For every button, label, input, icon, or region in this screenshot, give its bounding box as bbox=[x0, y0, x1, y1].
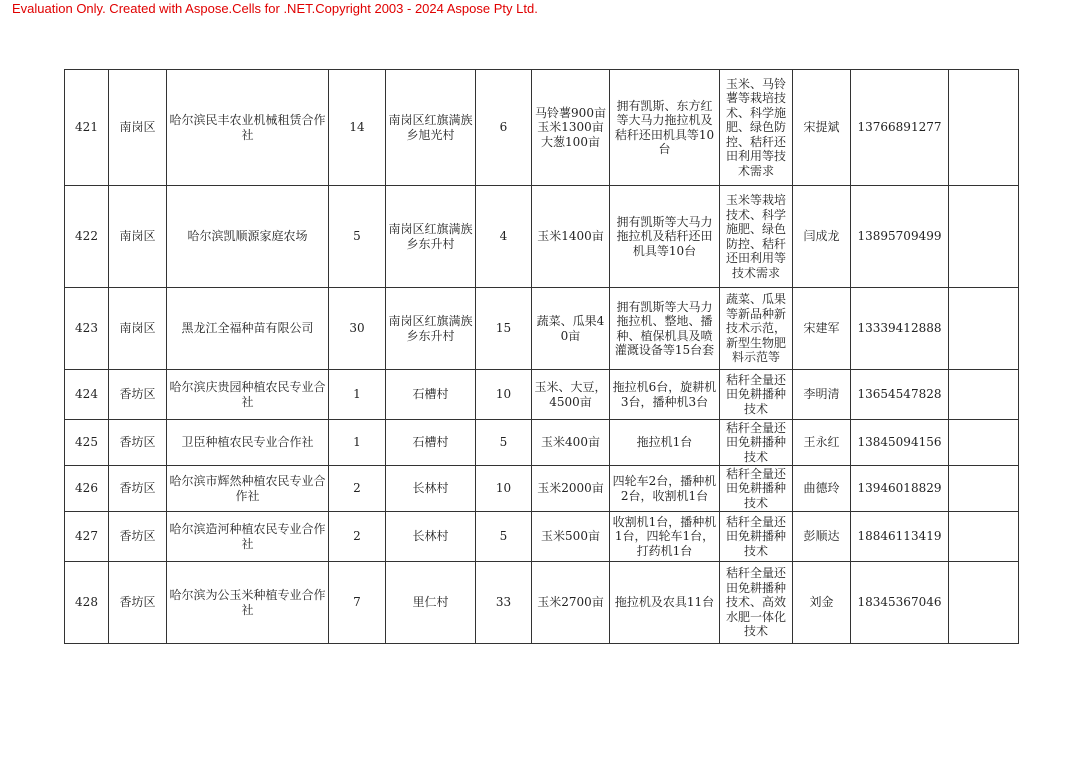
cooperative-table bbox=[64, 69, 1019, 644]
location-cell: 南岗区红旗满族乡东升村 bbox=[386, 186, 476, 288]
crop-area-cell: 玉米400亩 bbox=[532, 420, 610, 466]
remark-cell bbox=[949, 186, 1019, 288]
district-cell: 南岗区 bbox=[109, 288, 167, 370]
evaluation-watermark: Evaluation Only. Created with Aspose.Cells for .NET.Copyright 2003 - 2024 Aspose Pty Ltd. bbox=[12, 1, 538, 16]
remark-cell bbox=[949, 420, 1019, 466]
organization-cell: 卫臣种植农民专业合作社 bbox=[167, 420, 329, 466]
phone-cell: 13766891277 bbox=[851, 70, 949, 186]
row-number: 426 bbox=[65, 466, 109, 512]
machinery-cell: 拖拉机6台，旋耕机3台，播种机3台 bbox=[610, 370, 720, 420]
technology-need-cell: 蔬菜、瓜果等新品种新技术示范，新型生物肥料示范等 bbox=[720, 288, 793, 370]
quantity-cell: 33 bbox=[476, 562, 532, 644]
row-number: 424 bbox=[65, 370, 109, 420]
quantity-cell: 5 bbox=[476, 420, 532, 466]
quantity-cell: 10 bbox=[476, 370, 532, 420]
table-row bbox=[65, 370, 1019, 420]
member-count-cell: 1 bbox=[329, 370, 386, 420]
machinery-cell: 收割机1台，播种机1台，四轮车1台，打药机1台 bbox=[610, 512, 720, 562]
contact-person-cell: 刘金 bbox=[793, 562, 851, 644]
crop-area-cell: 玉米、大豆，4500亩 bbox=[532, 370, 610, 420]
table-row bbox=[65, 466, 1019, 512]
member-count-cell: 30 bbox=[329, 288, 386, 370]
phone-cell: 13845094156 bbox=[851, 420, 949, 466]
organization-cell: 哈尔滨造河种植农民专业合作社 bbox=[167, 512, 329, 562]
location-cell: 石槽村 bbox=[386, 370, 476, 420]
location-cell: 长林村 bbox=[386, 466, 476, 512]
quantity-cell: 5 bbox=[476, 512, 532, 562]
table-row bbox=[65, 186, 1019, 288]
crop-area-cell: 蔬菜、瓜果40亩 bbox=[532, 288, 610, 370]
district-cell: 香坊区 bbox=[109, 562, 167, 644]
machinery-cell: 拖拉机及农具11台 bbox=[610, 562, 720, 644]
crop-area-cell: 玉米2700亩 bbox=[532, 562, 610, 644]
table-row bbox=[65, 562, 1019, 644]
crop-area-cell: 玉米1400亩 bbox=[532, 186, 610, 288]
member-count-cell: 2 bbox=[329, 512, 386, 562]
technology-need-cell: 秸秆全量还田免耕播种技术 bbox=[720, 420, 793, 466]
remark-cell bbox=[949, 512, 1019, 562]
organization-cell: 哈尔滨民丰农业机械租赁合作社 bbox=[167, 70, 329, 186]
table-row bbox=[65, 420, 1019, 466]
remark-cell bbox=[949, 466, 1019, 512]
phone-cell: 13895709499 bbox=[851, 186, 949, 288]
member-count-cell: 2 bbox=[329, 466, 386, 512]
machinery-cell: 拥有凯斯等大马力拖拉机及秸秆还田机具等10台 bbox=[610, 186, 720, 288]
quantity-cell: 4 bbox=[476, 186, 532, 288]
member-count-cell: 1 bbox=[329, 420, 386, 466]
row-number: 422 bbox=[65, 186, 109, 288]
phone-cell: 18345367046 bbox=[851, 562, 949, 644]
technology-need-cell: 秸秆全量还田免耕播种技术 bbox=[720, 370, 793, 420]
contact-person-cell: 闫成龙 bbox=[793, 186, 851, 288]
crop-area-cell: 玉米2000亩 bbox=[532, 466, 610, 512]
organization-cell: 黑龙江全福种苗有限公司 bbox=[167, 288, 329, 370]
phone-cell: 13339412888 bbox=[851, 288, 949, 370]
row-number: 425 bbox=[65, 420, 109, 466]
district-cell: 香坊区 bbox=[109, 420, 167, 466]
remark-cell bbox=[949, 562, 1019, 644]
organization-cell: 哈尔滨凯顺源家庭农场 bbox=[167, 186, 329, 288]
location-cell: 里仁村 bbox=[386, 562, 476, 644]
remark-cell bbox=[949, 288, 1019, 370]
technology-need-cell: 秸秆全量还田免耕播种技术、高效水肥一体化技术 bbox=[720, 562, 793, 644]
location-cell: 石槽村 bbox=[386, 420, 476, 466]
row-number: 421 bbox=[65, 70, 109, 186]
technology-need-cell: 秸秆全量还田免耕播种技术 bbox=[720, 512, 793, 562]
contact-person-cell: 曲德玲 bbox=[793, 466, 851, 512]
member-count-cell: 5 bbox=[329, 186, 386, 288]
quantity-cell: 6 bbox=[476, 70, 532, 186]
contact-person-cell: 王永红 bbox=[793, 420, 851, 466]
machinery-cell: 拥有凯斯、东方红等大马力拖拉机及秸秆还田机具等10台 bbox=[610, 70, 720, 186]
contact-person-cell: 彭顺达 bbox=[793, 512, 851, 562]
technology-need-cell: 秸秆全量还田免耕播种技术 bbox=[720, 466, 793, 512]
organization-cell: 哈尔滨庆贵园种植农民专业合社 bbox=[167, 370, 329, 420]
location-cell: 南岗区红旗满族乡旭光村 bbox=[386, 70, 476, 186]
machinery-cell: 四轮车2台，播种机2台，收割机1台 bbox=[610, 466, 720, 512]
organization-cell: 哈尔滨市辉然种植农民专业合作社 bbox=[167, 466, 329, 512]
contact-person-cell: 李明清 bbox=[793, 370, 851, 420]
member-count-cell: 7 bbox=[329, 562, 386, 644]
district-cell: 南岗区 bbox=[109, 186, 167, 288]
quantity-cell: 10 bbox=[476, 466, 532, 512]
table-row bbox=[65, 70, 1019, 186]
row-number: 427 bbox=[65, 512, 109, 562]
district-cell: 南岗区 bbox=[109, 70, 167, 186]
crop-area-cell: 马铃薯900亩玉米1300亩大葱100亩 bbox=[532, 70, 610, 186]
crop-area-cell: 玉米500亩 bbox=[532, 512, 610, 562]
phone-cell: 18846113419 bbox=[851, 512, 949, 562]
district-cell: 香坊区 bbox=[109, 466, 167, 512]
member-count-cell: 14 bbox=[329, 70, 386, 186]
machinery-cell: 拥有凯斯等大马力拖拉机、整地、播种、植保机具及喷灌溉设备等15台套 bbox=[610, 288, 720, 370]
phone-cell: 13946018829 bbox=[851, 466, 949, 512]
remark-cell bbox=[949, 370, 1019, 420]
district-cell: 香坊区 bbox=[109, 512, 167, 562]
technology-need-cell: 玉米、马铃薯等栽培技术、科学施肥、绿色防控、秸秆还田利用等技术需求 bbox=[720, 70, 793, 186]
contact-person-cell: 宋提斌 bbox=[793, 70, 851, 186]
row-number: 423 bbox=[65, 288, 109, 370]
quantity-cell: 15 bbox=[476, 288, 532, 370]
district-cell: 香坊区 bbox=[109, 370, 167, 420]
table-row bbox=[65, 512, 1019, 562]
technology-need-cell: 玉米等栽培技术、科学施肥、绿色防控、秸秆还田利用等技术需求 bbox=[720, 186, 793, 288]
row-number: 428 bbox=[65, 562, 109, 644]
table-row bbox=[65, 288, 1019, 370]
organization-cell: 哈尔滨为公玉米种植专业合作社 bbox=[167, 562, 329, 644]
location-cell: 南岗区红旗满族乡东升村 bbox=[386, 288, 476, 370]
phone-cell: 13654547828 bbox=[851, 370, 949, 420]
remark-cell bbox=[949, 70, 1019, 186]
contact-person-cell: 宋建军 bbox=[793, 288, 851, 370]
machinery-cell: 拖拉机1台 bbox=[610, 420, 720, 466]
location-cell: 长林村 bbox=[386, 512, 476, 562]
